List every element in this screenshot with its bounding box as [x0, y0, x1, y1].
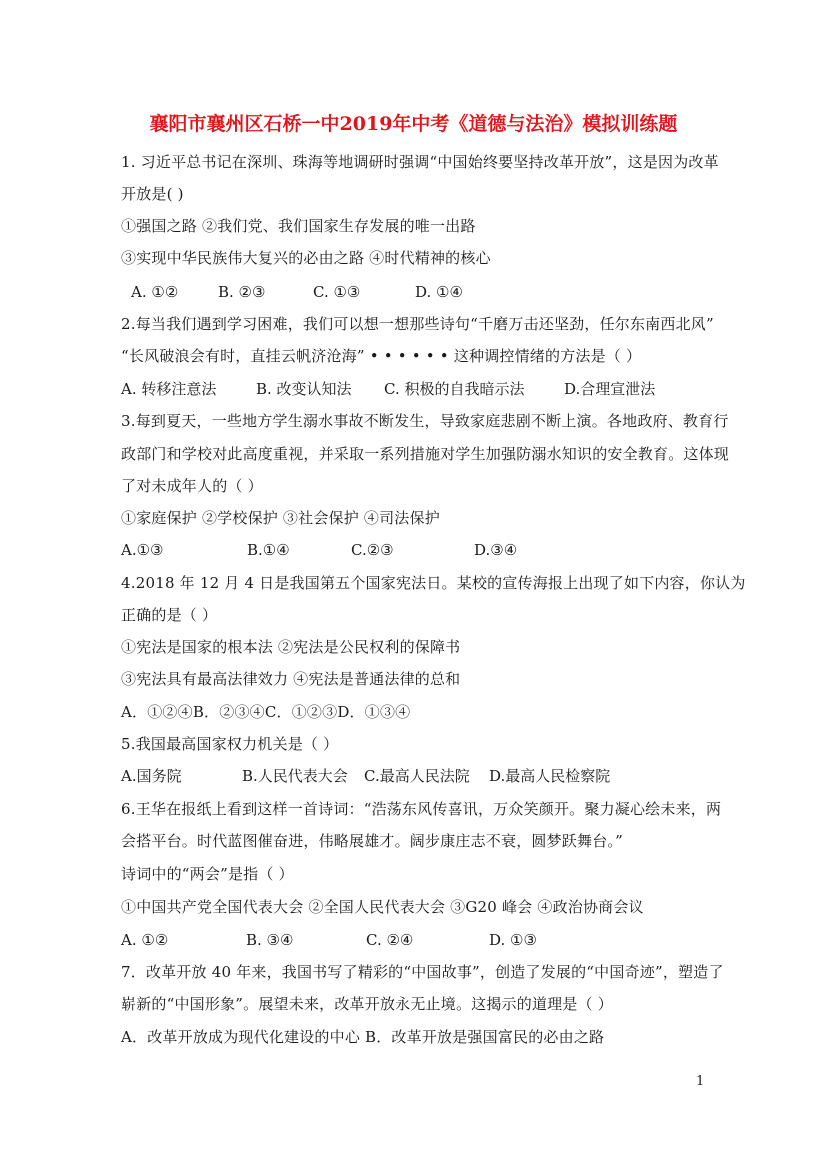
- q3-item-line-1: ①家庭保护 ②学校保护 ③社会保护 ④司法保护: [121, 509, 440, 527]
- q4-stem-line-2: 正确的是（ ）: [121, 606, 218, 624]
- q2-stem-line-1: 2.每当我们遇到学习困难，我们可以想一想那些诗句“千磨万击还坚劲，任尔东南西北风”: [121, 315, 714, 333]
- q7-stem-line-1: 7．改革开放 40 年来，我国书写了精彩的“中国故事”，创造了发展的“中国奇迹”，塑造了: [121, 963, 724, 981]
- q1-option-d: D. ①④: [415, 283, 463, 301]
- q5-stem: 5.我国最高国家权力机关是（ ）: [121, 735, 339, 753]
- q7-stem-line-2: 崭新的“中国形象”。展望未来，改革开放永无止境。这揭示的道理是（ ）: [121, 995, 613, 1013]
- q3-option-d: D.③④: [474, 541, 518, 559]
- q1-item-line-1: ①强国之路 ②我们党、我们国家生存发展的唯一出路: [121, 217, 476, 235]
- q1-option-c: C. ①③: [313, 283, 361, 301]
- q4-stem-line-1: 4.2018 年 12 月 4 日是我国第五个国家宪法日。某校的宣传海报上出现了如下内容，你认为: [121, 574, 746, 592]
- q5-option-a: A.国务院: [121, 767, 182, 785]
- q6-stem-line-1: 6.王华在报纸上看到这样一首诗词：“浩荡东风传喜讯，万众笑颜开。聚力凝心绘未来，两: [121, 800, 722, 818]
- q6-option-d: D. ①③: [489, 931, 537, 949]
- q3-option-b: B.①④: [247, 541, 290, 559]
- q3-stem-line-3: 了对未成年人的（ ）: [121, 477, 263, 495]
- q6-option-b: B. ③④: [246, 931, 294, 949]
- page-title: 襄阳市襄州区石桥一中2019年中考《道德与法治》模拟训练题: [149, 113, 678, 135]
- page-number: 1: [696, 1074, 705, 1089]
- q6-stem-line-2: 会搭平台。时代蓝图催奋进，伟略展雄才。阔步康庄志不衰，圆梦跃舞台。”: [121, 832, 623, 850]
- q5-option-c: C.最高人民法院: [364, 767, 470, 785]
- q1-item-line-2: ③实现中华民族伟大复兴的必由之路 ④时代精神的核心: [121, 249, 491, 267]
- q2-option-c: C. 积极的自我暗示法: [384, 380, 525, 398]
- q4-options: A．①②④B．②③④C．①②③D．①③④: [121, 703, 411, 721]
- q6-option-c: C. ②④: [366, 931, 414, 949]
- q6-option-a: A. ①②: [121, 931, 169, 949]
- q6-stem-line-3: 诗词中的“两会”是指（ ）: [121, 865, 294, 883]
- q4-item-line-2: ③宪法具有最高法律效力 ④宪法是普通法律的总和: [121, 670, 461, 688]
- q6-item-line-1: ①中国共产党全国代表大会 ②全国人民代表大会 ③G20 峰会 ④政治协商会议: [121, 898, 644, 916]
- q2-stem-line-2: “长风破浪会有时，直挂云帆济沧海” • • • • • • 这种调控情绪的方法是（ ）: [121, 347, 642, 365]
- q2-option-a: A. 转移注意法: [121, 380, 217, 398]
- q1-stem-line-1: 1. 习近平总书记在深圳、珠海等地调研时强调“中国始终要坚持改革开放”，这是因为改革: [121, 153, 719, 171]
- q3-option-a: A.①③: [121, 541, 164, 559]
- q2-option-b: B. 改变认知法: [256, 380, 352, 398]
- q2-option-d: D.合理宣泄法: [564, 380, 656, 398]
- q4-item-line-1: ①宪法是国家的根本法 ②宪法是公民权利的保障书: [121, 638, 461, 656]
- q5-option-d: D.最高人民检察院: [489, 767, 611, 785]
- q7-option-line-1: A．改革开放成为现代化建设的中心 B．改革开放是强国富民的必由之路: [121, 1028, 605, 1046]
- q3-option-c: C.②③: [351, 541, 394, 559]
- q1-option-b: B. ②③: [218, 283, 266, 301]
- q3-stem-line-1: 3.每到夏天，一些地方学生溺水事故不断发生，导致家庭悲剧不断上演。各地政府、教育行: [121, 412, 729, 430]
- q5-option-b: B.人民代表大会: [242, 767, 348, 785]
- q1-option-a: A. ①②: [131, 283, 179, 301]
- q3-stem-line-2: 政部门和学校对此高度重视，并采取一系列措施对学生加强防溺水知识的安全教育。这体现: [121, 445, 730, 463]
- q1-stem-line-2: 开放是( ): [121, 185, 184, 203]
